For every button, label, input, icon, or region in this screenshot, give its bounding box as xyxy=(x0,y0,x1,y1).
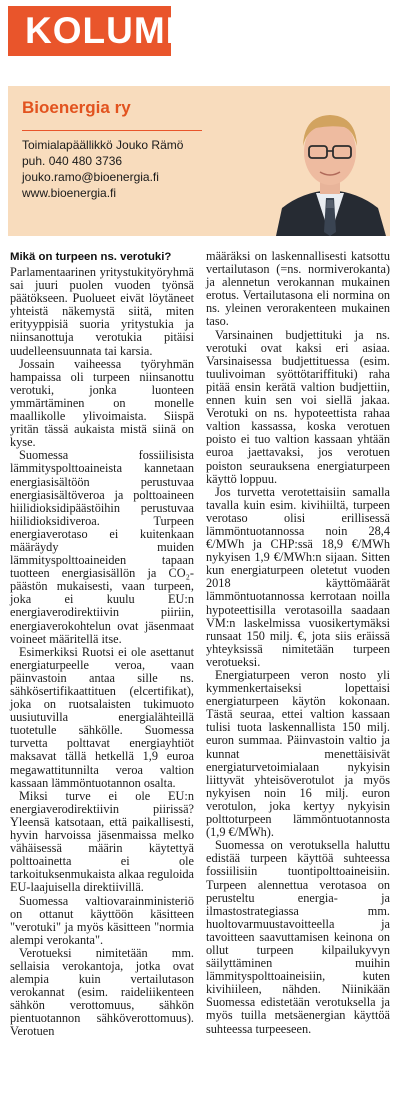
author-website: www.bioenergia.fi xyxy=(22,186,117,200)
author-title: Toimialapäällikkö Jouko Rämö xyxy=(22,138,184,152)
organization-name: Bioenergia ry xyxy=(22,98,131,117)
article-paragraph: Suomessa valtiovarainministeriö on ottanut käyttöön käsitteen "verotuki" ja myös käsitteen "normia alempi verokanta". xyxy=(10,893,194,947)
article-paragraph: Energiaturpeen veron nosto yli kymmenkertaiseksi lopettaisi energiaturpeen käytön kokonaan. Tästä seuraa, ettei valtion kassaan tulisi tuota laskennallista 150 milj. euron summaa. Päinvastoin valtio ja kunnat menettäisivät energiaturvetoimialaan nykyisin liittyvät yhteisöverotulot ja myös nykyisen noin 16 milj. euron verotulon, joka kertyy nykyisin polttoturpeen lämmöntuotannosta (1,9 €/MWh). xyxy=(206,668,390,840)
article-paragraph: määräksi on laskennallisesti katsottu vertailutason (=ns. normiverokanta) ja alennetun verokannan mukainen erotus. Vertailutasona eli normina on ns. yleinen verorakenteen mukainen taso. xyxy=(206,249,390,329)
author-phone: puh. 040 480 3736 xyxy=(22,154,123,168)
article-paragraph: Jos turvetta verotettaisiin samalla tavalla kuin esim. kivihiiltä, turpeen verotaso olisi erillisessä lämmöntuotannossa noin 28,4 €/MWh ja CHP:ssä 18,9 €/MWh nykyisen 1,9 €/MWh:n sijaan. Sitten kun energiaturpeen oletetut vuoden 2018 käyttömäärät lämmöntuotannossa kerrotaan noilla hypoteettisilla verotasoilla saadaan VM:n laskelmissa vuosikertymäksi runsaat 150 milj. €, jota siis eräissä yhteyksissä nimitetään turpeen verotueksi. xyxy=(206,484,390,669)
article-paragraph: Esimerkiksi Ruotsi ei ole asettanut energiaturpeelle veroa, vaan päinvastoin antaa sille ns. sähkösertifikaattituen (elcertifikat), joka on ruotsalaisten tukimuoto uusiutuvilla energialähteillä tuotetulle sähkölle. Suomessa turvetta polttavat energiayhtiöt maksavat tällä hetkellä 1,9 euroa megawattitunnilta veroa valtion kassaan lämmöntuotannon osalta. xyxy=(10,644,194,790)
author-contact xyxy=(22,137,183,201)
article-paragraph: Verotueksi nimitetään mm. sellaisia verokantoja, jotka ovat alempia kuin vertailutason verokannat (esim. raideliikenteen sähkön verottomuus, sähkön pientuotannon sähköverottomuus). Verotuen xyxy=(10,945,194,1039)
article-heading: Mikä on turpeen ns. verotuki? xyxy=(10,251,172,263)
article-paragraph: Suomessa fossiilisista lämmityspolttoaineista kannetaan energiasisältöön perustuvaa energiasisältöveroa ja polttoaineen hiilidioksidipäästöihin perustuvaa hiilidioksidiveroa. Turpeen energiaverotaso ei kuitenkaan määräydy muiden lämmityspolttoaineiden tapaan tuotteen energiasisällön ja CO₂-päästön mukaisesti, vaan turpeen, joka ei kuulu EU:n energiaverodirektiivin piiriin, energiaverokohtelun ovat jäsenmaat voineet määritellä itse. xyxy=(10,448,194,646)
divider xyxy=(22,130,202,131)
article-column-right xyxy=(206,250,390,1036)
section-banner xyxy=(8,6,205,56)
article-paragraph: Varsinainen budjettituki ja ns. verotuki ovat kaksi eri asiaa. Varsinaisessa budjettituessa (esim. tuulivoiman syöttötariffituki) raha pitää ensin kerätä valtion budjettiin, ennen kuin sen voi siellä jakaa. Verotuki on ns. hypoteettista rahaa valtion kassassa, koska verotuen poisto ei tuo valtion kassaan yhtään euroa jaettavaksi, jos verotuen poiston seurauksena energiaturpeen käyttö loppuu. xyxy=(206,327,390,486)
author-email: jouko.ramo@bioenergia.fi xyxy=(22,170,159,184)
section-title: KOLUMNI xyxy=(25,10,205,51)
article-paragraph: Parlamentaarinen yritystukityöryhmä sai juuri puolen vuoden työnsä päätökseen. Puolueet eivät löytäneet yhteistä näkemystä siitä, miten erityyppisiä suoria yritystukia ja niinsanottuja verotukia pitäisi uudelleensuunnata tai karsia. xyxy=(10,265,194,358)
article-column-left xyxy=(10,250,194,1039)
author-box xyxy=(8,86,390,236)
article-paragraph: Miksi turve ei ole EU:n energiaverodirektiivin piirissä? Yleensä katsotaan, että paikallisesti, hyvin harvoissa jäsenmaissa melko vähäisessä määrin käytettyä polttoainetta ei ole tarkoituksenmukaista alkaa reguloida EU-laajuisella direktiivillä. xyxy=(10,788,194,895)
article-paragraph: Jossain vaiheessa työryhmän hampaissa oli turpeen niinsanottu verotuki, jonka luonteen ymmärtäminen on monelle maallikolle ylivoimaista. Siispä yritän tässä aukaista mistä siinä on kyse. xyxy=(10,356,194,450)
author-photo xyxy=(272,96,388,236)
article-paragraph: Suomessa on verotuksella haluttu edistää turpeen käyttöä suhteessa fossiilisiin tuontipolttoaineisiin. Turpeen alennettua verotasoa on perusteltu energia- ja ilmastostrategiassa mm. huoltovarmuustavoitteella ja tavoitteen saavuttamisen keinona on ollut turpeen kilpailukyvyn säilyttäminen muihin lämmityspolttoaineisiin, kuten kivihiileen, nähden. Niinikään Suomessa edistetään verotuksella ja myös tuilla metsäenergian käyttöä suhteessa turpeeseen. xyxy=(206,838,390,1036)
